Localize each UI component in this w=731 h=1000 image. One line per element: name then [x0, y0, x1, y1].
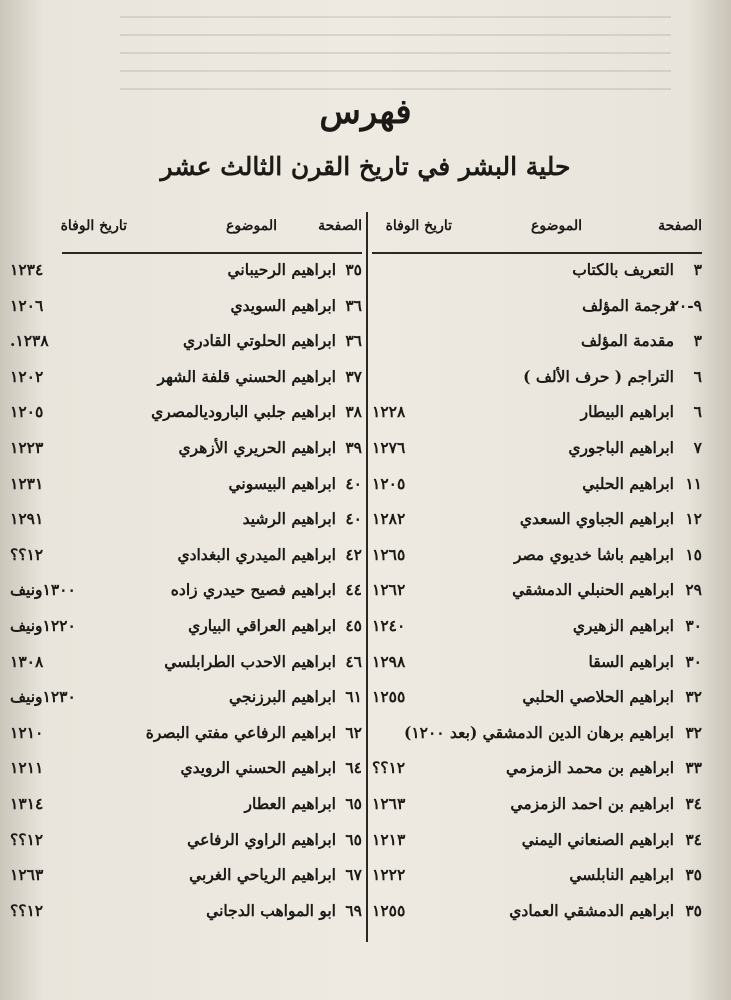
entry-death-year: ١٢٩١: [10, 509, 44, 529]
entry-subject: ابراهيم الاحدب الطرابلسي: [164, 651, 336, 671]
entry-death-year: ١٢؟؟: [10, 544, 44, 564]
entry-page-number: ٣٥: [685, 900, 702, 920]
entry-subject: ابراهيم بن احمد الزمزمي: [510, 793, 674, 813]
entry-death-year: ١٢٦٣: [372, 793, 406, 813]
entry-subject: ابراهيم الميدري البغدادي: [177, 544, 336, 564]
right-index-rows: [372, 254, 702, 930]
entry-page-number: ٧: [693, 437, 702, 457]
entry-subject: التراجم ( حرف الألف ): [523, 366, 674, 386]
index-entry: [10, 646, 362, 682]
entry-subject: ابراهيم البيسوني: [228, 473, 336, 493]
entry-subject: ابراهيم فصيح حيدري زاده: [170, 580, 336, 600]
entry-page-number: ٦: [693, 366, 702, 386]
entry-death-year: ١٣١٤: [10, 793, 44, 813]
entry-subject: ابراهيم البرزنجي: [228, 687, 336, 707]
entry-subject: ابراهيم الحريري الأزهري: [178, 437, 336, 457]
index-entry: [372, 895, 702, 931]
entry-death-year: ١٢١١: [10, 758, 44, 778]
entry-death-year: ١٢٦٢: [372, 580, 406, 600]
index-entry: [10, 824, 362, 860]
entry-subject: ابراهيم النابلسي: [569, 865, 674, 885]
entry-subject: ابراهيم برهان الدين الدمشقي (بعد ١٢٠٠): [403, 722, 674, 742]
index-entry: [372, 717, 702, 753]
index-entry: [10, 290, 362, 326]
entry-page-number: ٦١: [345, 687, 362, 707]
entry-page-number: ٣٠: [685, 615, 702, 635]
entry-page-number: ١٥: [685, 544, 702, 564]
entry-death-year: ١٢٥٥: [372, 900, 406, 920]
index-entry: [372, 788, 702, 824]
entry-page-number: ٤٤: [345, 580, 362, 600]
entry-subject: ابراهيم السويدي: [230, 295, 336, 315]
entry-subject: ترجمة المؤلف: [582, 295, 674, 315]
entry-page-number: ٣٣: [685, 758, 702, 778]
entry-page-number: ٦: [693, 402, 702, 422]
entry-subject: ابو المواهب الدجاني: [206, 900, 336, 920]
bleed-through-text: [0, 0, 731, 100]
entry-subject: ابراهيم باشا خديوي مصر: [513, 544, 674, 564]
index-entry: [10, 752, 362, 788]
index-entry: [10, 539, 362, 575]
entry-death-year: ١٢٦٥: [372, 544, 406, 564]
entry-page-number: ٣: [693, 331, 702, 351]
index-entry: [372, 539, 702, 575]
entry-page-number: ٣٨: [345, 402, 362, 422]
entry-page-number: ٤٢: [345, 544, 362, 564]
entry-death-year: ١٢٢٣: [10, 437, 44, 457]
entry-death-year: ١٢؟؟: [10, 829, 44, 849]
entry-page-number: ٤٠: [345, 509, 362, 529]
entry-death-year: ١٢٦٣: [10, 865, 44, 885]
index-entry: [10, 574, 362, 610]
entry-page-number: ٦٥: [345, 793, 362, 813]
header-death-date: تاريخ الوفاة: [385, 218, 452, 234]
entry-subject: ابراهيم الحلبي: [582, 473, 674, 493]
index-entry: [10, 254, 362, 290]
index-entry: [10, 610, 362, 646]
entry-page-number: ٦٧: [345, 865, 362, 885]
entry-death-year: ١٢٣٠ونيف: [10, 687, 76, 707]
left-index-rows: [10, 254, 362, 930]
entry-page-number: ٦٤: [345, 758, 362, 778]
entry-death-year: ١٢٠٢: [10, 366, 44, 386]
entry-death-year: ١٢٨٢: [372, 509, 406, 529]
index-entry: [10, 859, 362, 895]
column-divider: [366, 212, 368, 942]
index-entry: [372, 503, 702, 539]
entry-page-number: ٦٩: [345, 900, 362, 920]
entry-subject: ابراهيم الزهيري: [572, 615, 674, 635]
entry-subject: ابراهيم الحلاصي الحلبي: [522, 687, 674, 707]
entry-subject: ابراهيم الراوي الرفاعي: [187, 829, 336, 849]
header-subject: الموضوع: [531, 218, 582, 234]
entry-page-number: ١١: [685, 473, 702, 493]
index-entry: [10, 681, 362, 717]
index-entry: [372, 610, 702, 646]
index-entry: [372, 646, 702, 682]
entry-page-number: ٣٢: [685, 722, 702, 742]
entry-death-year: ١٢٠٥: [372, 473, 406, 493]
index-entry: [10, 361, 362, 397]
entry-page-number: ٣٦: [345, 295, 362, 315]
entry-page-number: ٣٤: [685, 829, 702, 849]
entry-death-year: ١٢؟؟: [10, 900, 44, 920]
entry-death-year: ١٢٣١: [10, 473, 44, 493]
entry-page-number: ٣٢: [685, 687, 702, 707]
entry-page-number: ٣٩: [345, 437, 362, 457]
entry-death-year: ١٢؟؟: [372, 758, 406, 778]
right-index-column: [372, 210, 702, 970]
entry-page-number: ٣٦: [345, 331, 362, 351]
index-entry: [372, 468, 702, 504]
entry-page-number: ٤٦: [345, 651, 362, 671]
entry-death-year: ١٢٠٥: [10, 402, 44, 422]
entry-page-number: ١٢: [685, 509, 702, 529]
entry-death-year: ١٢٥٥: [372, 687, 406, 707]
entry-subject: ابراهيم جلبي الباروديالمصري: [151, 402, 336, 422]
header-subject: الموضوع: [226, 218, 277, 234]
entry-page-number: ٦٥: [345, 829, 362, 849]
entry-page-number: ٣٤: [685, 793, 702, 813]
entry-page-number: ٢٩: [685, 580, 702, 600]
header-death-date: تاريخ الوفاة: [60, 218, 127, 234]
entry-subject: ابراهيم العراقي البياري: [188, 615, 336, 635]
entry-subject: ابراهيم السقا: [588, 651, 674, 671]
entry-death-year: ١٢١٣: [372, 829, 406, 849]
index-entry: [10, 396, 362, 432]
entry-subject: ابراهيم الدمشقي العمادي: [509, 900, 674, 920]
entry-death-year: ١٢٧٦: [372, 437, 406, 457]
header-page: الصفحة: [658, 218, 702, 234]
entry-subject: ابراهيم الرحيباني: [227, 260, 336, 279]
index-entry: [372, 859, 702, 895]
entry-death-year: ١٢٢٠ونيف: [10, 615, 76, 635]
entry-page-number: ٣: [693, 260, 702, 279]
entry-subject: ابراهيم الحلوتي القادري: [183, 331, 336, 351]
entry-death-year: ١٢٢٢: [372, 865, 406, 885]
header-page: الصفحة: [318, 218, 362, 234]
right-column-header: [372, 210, 702, 254]
index-entry: [10, 325, 362, 361]
entry-subject: ابراهيم البيطار: [580, 402, 674, 422]
index-entry: [10, 432, 362, 468]
entry-death-year: ١٣٠٠ونيف: [10, 580, 76, 600]
left-index-column: [10, 210, 362, 970]
entry-death-year: ١٢٩٨: [372, 651, 406, 671]
entry-page-number: ٩-٢٠: [670, 295, 702, 315]
index-entry: [10, 895, 362, 931]
entry-subject: ابراهيم الحسني الرويدي: [180, 758, 336, 778]
entry-page-number: ٣٧: [345, 366, 362, 386]
entry-subject: ابراهيم الرشيد: [242, 509, 336, 529]
entry-subject: مقدمة المؤلف: [580, 331, 674, 351]
page-subtitle: حلية البشر في تاريخ القرن الثالث عشر: [160, 152, 571, 181]
entry-subject: ابراهيم الجباوي السعدي: [519, 509, 674, 529]
index-entry: [372, 681, 702, 717]
index-entry: [372, 824, 702, 860]
index-entry: [10, 468, 362, 504]
index-entry: [10, 503, 362, 539]
entry-subject: ابراهيم الرفاعي مفتي البصرة: [145, 722, 336, 742]
entry-subject: ابراهيم الصنعاني اليمني: [521, 829, 674, 849]
entry-subject: التعريف بالكتاب: [572, 260, 674, 279]
entry-page-number: ٤٥: [345, 615, 362, 635]
entry-death-year: ١٢٠٦: [10, 295, 44, 315]
entry-death-year: ١٣٠٨: [10, 651, 44, 671]
entry-page-number: ٤٠: [345, 473, 362, 493]
entry-page-number: ٦٢: [345, 722, 362, 742]
page-title: فهرس: [319, 92, 412, 132]
index-entry: [372, 752, 702, 788]
index-entry: [372, 432, 702, 468]
entry-death-year: ١٢٣٨.: [10, 331, 49, 351]
entry-death-year: ١٢٢٨: [372, 402, 406, 422]
entry-page-number: ٣٥: [685, 865, 702, 885]
entry-death-year: ١٢١٠: [10, 722, 44, 742]
index-entry: [372, 396, 702, 432]
entry-subject: ابراهيم الحسني قلفة الشهر: [157, 366, 336, 386]
entry-page-number: ٣٥: [345, 260, 362, 279]
index-entry: [10, 717, 362, 753]
entry-subject: ابراهيم الحنبلي الدمشقي: [512, 580, 674, 600]
index-entry: [10, 788, 362, 824]
entry-subject: ابراهيم العطار: [244, 793, 336, 813]
index-entry: [372, 290, 702, 326]
entry-page-number: ٣٠: [685, 651, 702, 671]
entry-subject: ابراهيم الرياحي الغربي: [189, 865, 336, 885]
entry-death-year: ١٢٤٠: [372, 615, 406, 635]
left-column-header: [62, 210, 362, 254]
entry-death-year: ١٢٣٤: [10, 260, 44, 279]
entry-subject: ابراهيم بن محمد الزمزمي: [505, 758, 674, 778]
index-entry: [372, 325, 702, 361]
entry-subject: ابراهيم الباجوري: [568, 437, 674, 457]
index-entry: [372, 361, 702, 397]
index-entry: [372, 574, 702, 610]
index-entry: [372, 254, 702, 290]
